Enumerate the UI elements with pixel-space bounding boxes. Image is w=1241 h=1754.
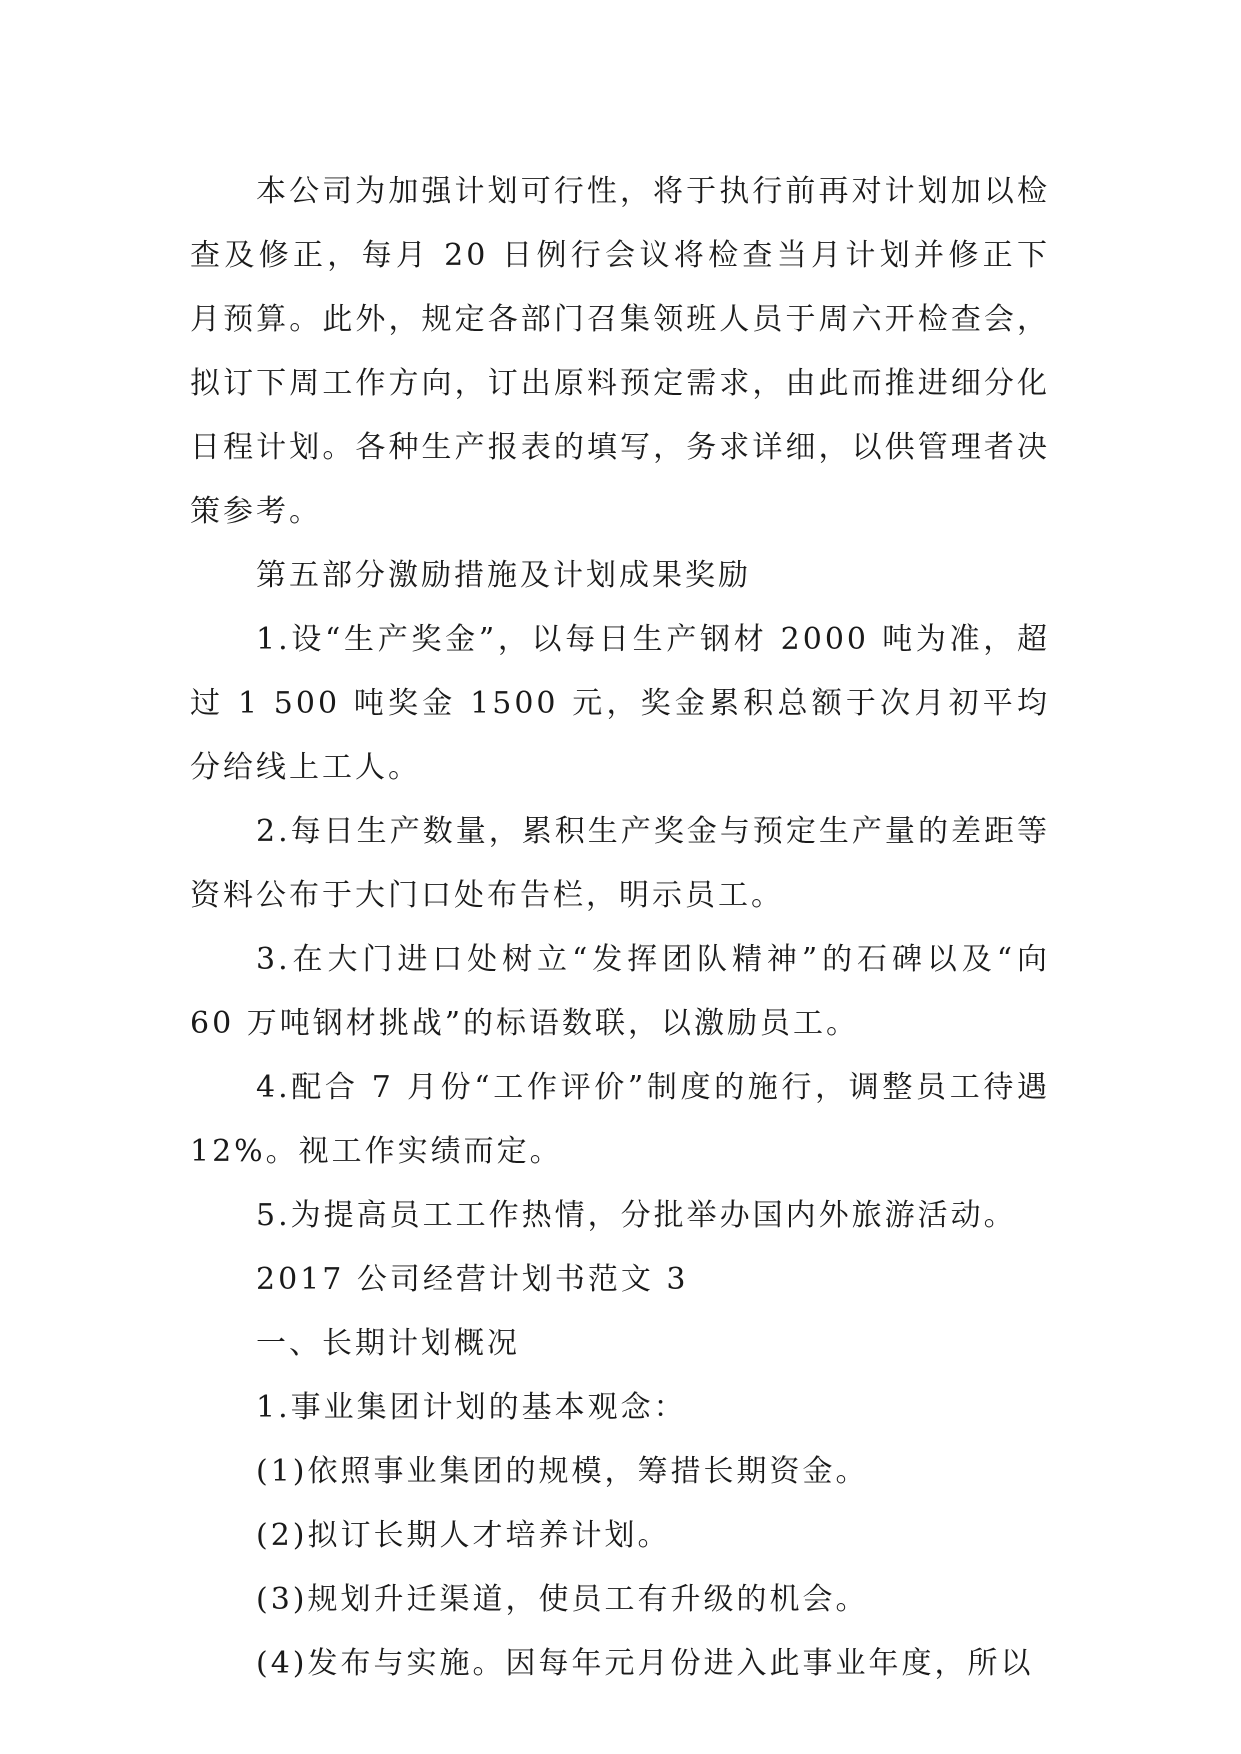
document-subtitle: 2017 公司经营计划书范文 3 (256, 1262, 689, 1297)
paragraph-item-2: 2.每日生产数量，累积生产奖金与预定生产量的差距等资料公布于大门口处布告栏，明示员工。 (190, 814, 1050, 913)
paragraph-plan-review: 本公司为加强计划可行性，将于执行前再对计划加以检查及修正，每月 20 日例行会议将检查当月计划并修正下月预算。此外，规定各部门召集领班人员于周六开检查会，拟订下周工作方向，订出原料预定需求，由此而推进细分化日程计划。各种生产报表的填写，务求详细，以供管理者决策参考。 (190, 174, 1050, 529)
list-item-4: (4)发布与实施。因每年元月份进入此事业年度，所以 (256, 1646, 1034, 1681)
section-heading-part-five: 第五部分激励措施及计划成果奖励 (256, 558, 751, 593)
paragraph-item-1: 1.设“生产奖金”，以每日生产钢材 2000 吨为准，超过 1 500 吨奖金 1500 元，奖金累积总额于次月初平均分给线上工人。 (190, 622, 1050, 785)
section-heading-long-term: 一、长期计划概况 (256, 1326, 520, 1361)
list-item-1: (1)依照事业集团的规模，筹措长期资金。 (256, 1454, 869, 1489)
paragraph-item-3: 3.在大门进口处树立“发挥团队精神”的石碑以及“向 60 万吨钢材挑战”的标语数联，以激励员工。 (190, 942, 1050, 1041)
document-body (190, 160, 1050, 1696)
paragraph-basic-concept: 1.事业集团计划的基本观念： (256, 1390, 687, 1425)
paragraph-item-4: 4.配合 7 月份“工作评价”制度的施行，调整员工待遇 12%。视工作实绩而定。 (190, 1070, 1050, 1169)
list-item-3: (3)规划升迁渠道，使员工有升级的机会。 (256, 1582, 869, 1617)
list-item-2: (2)拟订长期人才培养计划。 (256, 1518, 671, 1553)
paragraph-item-5: 5.为提高员工工作热情，分批举办国内外旅游活动。 (256, 1198, 1017, 1233)
